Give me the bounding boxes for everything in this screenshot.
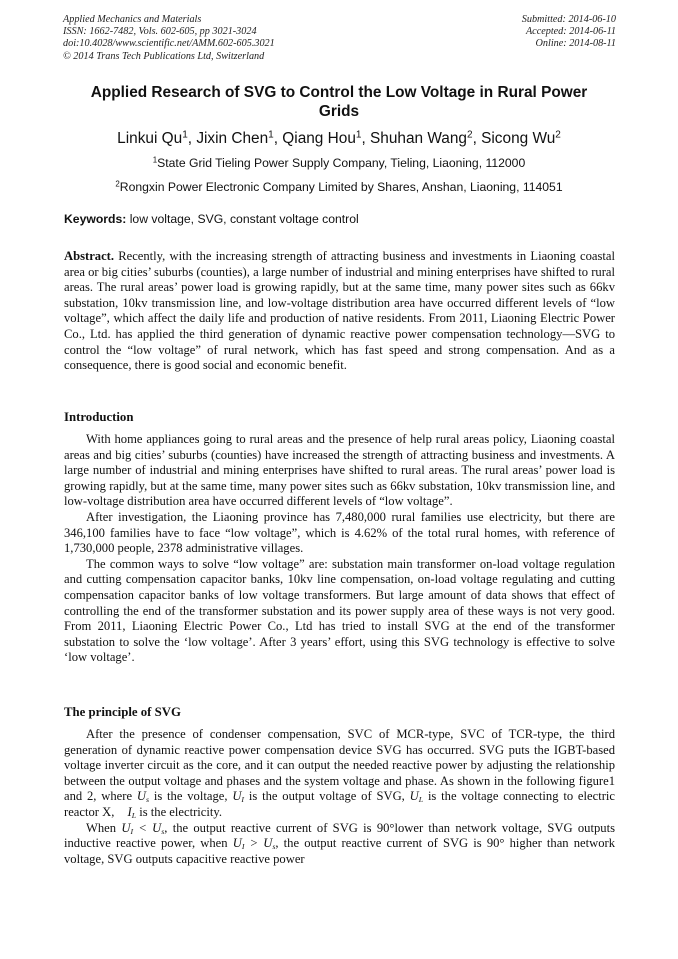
author: Linkui Qu$^1$ — [117, 129, 188, 147]
affiliation-2: $^2$Rongxin Power Electronic Company Limited by Shares, Anshan, Liaoning, 114051 — [115, 179, 563, 194]
section-heading-svg-principle: The principle of SVG — [64, 705, 181, 719]
journal-header-right — [522, 14, 616, 51]
online-date: Online: 2014-08-11 — [535, 38, 616, 50]
author: Qiang Hou$^1$ — [282, 129, 362, 147]
keywords-text: low voltage, SVG, constant voltage control — [129, 212, 359, 226]
copyright-line: © 2014 Trans Tech Publications Ltd, Switzerland — [63, 50, 265, 62]
svg-principle-body — [64, 727, 615, 867]
paragraph: With home appliances going to rural areas and the presence of help rural areas policy, Liaoning coastal areas and big cities’ suburbs (counties) have increased the strength of attracting business and investments. A large number of industrial and mining enterprises have shifted to rural areas. The rural areas’ power load is growing rapidly, but at the same time, many power sites such as 66kv substation, 10kv transmission line, and low-voltage distribution area have occurred different levels of “low voltage”. — [64, 432, 615, 509]
paragraph: After investigation, the Liaoning province has 7,480,000 rural families use electricity, but there are 346,100 families have to face “low voltage”, which is 4.62% of the total rural homes, with reference of 1,730,000 people, 2378 administrative villages. — [64, 509, 615, 556]
symbol-il: $I_L$ — [127, 804, 137, 820]
journal-header-left — [63, 14, 275, 63]
symbol-ui: $U_I$ — [232, 789, 245, 805]
symbol-ul: $U_L$ — [409, 789, 424, 805]
abstract-label: Abstract. — [64, 249, 115, 263]
author: Sicong Wu$^2$ — [481, 129, 561, 147]
section-heading-introduction: Introduction — [64, 410, 134, 424]
journal-name: Applied Mechanics and Materials — [63, 14, 202, 25]
submitted-date: Submitted: 2014-06-10 — [521, 14, 616, 25]
affiliation-1: $^1$State Grid Tieling Power Supply Company, Tieling, Liaoning, 112000 — [152, 155, 526, 170]
paper-title: Applied Research of SVG to Control the Low Voltage in Rural Power Grids — [90, 84, 588, 120]
author: Shuhan Wang$^2$ — [370, 129, 473, 147]
author: Jixin Chen$^1$ — [196, 129, 274, 147]
abstract — [64, 249, 615, 374]
abstract-text: Recently, with the increasing strength of attracting business and investments in Liaoning coastal area or big cities’ suburbs (counties), a large number of industrial and mining enterprises have shifted to rural areas. The rural areas’ power load is growing rapidly, but at the same time, many power sites such as 66kv substation, 10kv transmission line, and low-voltage distribution area have occurred different levels of “low voltage”, which affect the daily life and production of native residents. From 2011, Liaoning Electric Power Co., Ltd. has applied the third generation of dynamic reactive power compensation technology—SVG to control the “low voltage” of rural network, which has fast speed and strong compensation. And as a consequence, there is good social and economic benefit. — [64, 249, 615, 373]
paragraph: The common ways to solve “low voltage” are: substation main transformer on-load voltage regulation and cutting compensation capacitor banks, 10kv line compensation, on-load voltage regulating and cutting compensation capacitor banks of low voltage transformers. But large amount of data shows that effect of controlling the end of the transformer substation and its power supply area of these ways is not very good. From 2011, Liaoning Electric Power Co., Ltd has tried to install SVG at the end of the transformer substation to solve the ‘low voltage’. After 3 years’ effort, using this SVG technology is effective to solve ‘low voltage’. — [64, 556, 615, 665]
introduction-body — [64, 432, 615, 666]
paragraph: After the presence of condenser compensation, SVC of MCR-type, SVC of TCR-type, the third generation of dynamic reactive power compensation device SVG has occurred. SVG puts the IGBT-based voltage inverter circuit as the core, and it can output the needed reactive power by adjusting the relationship between the output voltage and phases and the system voltage and phase. As shown in the following figure1 and 2, where $U_s$ is the voltage, $U_I$ is the output voltage of SVG, $U_L$ is the voltage connecting to electric reactor X, $I_L$ is the electricity. — [64, 727, 615, 820]
paragraph: When $U_I < U_s$, the output reactive current of SVG is 90°lower than network voltage, SVG outputs inductive reactive power, when $U_I > U_s$, the output reactive current of SVG is 90° higher than network voltage, SVG outputs capacitive reactive power — [64, 820, 616, 866]
inequality-ui-lt-us: $U_I < U_s$ — [121, 820, 165, 836]
keywords-label: Keywords: — [64, 212, 127, 226]
issn-line: ISSN: 1662-7482, Vols. 602-605, pp 3021-3024 — [63, 26, 257, 38]
inequality-ui-gt-us: $U_I > U_s$ — [232, 836, 276, 852]
author-list: Linkui Qu$^1$, Jixin Chen$^1$, Qiang Hou$^1$, Shuhan Wang$^2$, Sicong Wu$^2$ — [117, 129, 561, 147]
symbol-us: $U_s$ — [136, 789, 150, 805]
doi-line: doi:10.4028/www.scientific.net/AMM.602-605.3021 — [63, 38, 275, 50]
accepted-date: Accepted: 2014-06-11 — [525, 26, 616, 38]
keywords — [64, 212, 359, 226]
